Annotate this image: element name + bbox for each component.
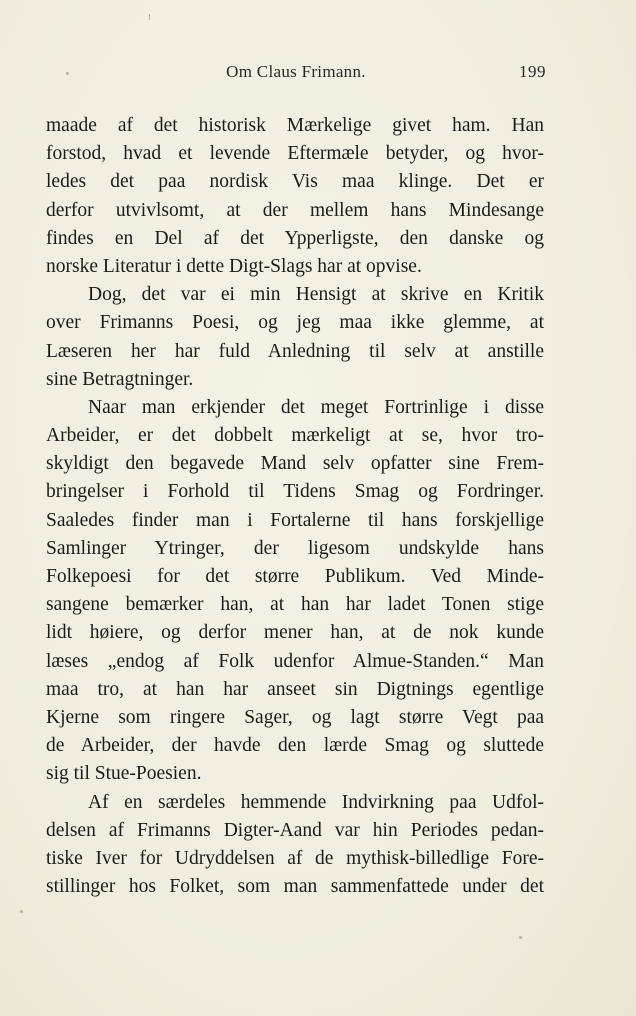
text-line: tiske Iver for Udryddelsen af de mythisk-billedlige Fore- <box>46 847 544 869</box>
text-line: maa tro, at han har anseet sin Digtnings egentlige <box>46 678 544 700</box>
paper-speck <box>66 72 69 75</box>
page-number: 199 <box>519 62 546 81</box>
text-line: Kjerne som ringere Sager, og lagt større Vegt paa <box>46 706 544 728</box>
text-line: ledes det paa nordisk Vis maa klinge. Det er <box>46 171 544 193</box>
text-line: Læseren her har fuld Anledning til selv at anstille <box>46 340 544 362</box>
text-line: over Frimanns Poesi, og jeg maa ikke glemme, at <box>46 312 544 334</box>
body-text <box>46 112 544 901</box>
text-line: sangene bemærker han, at han har ladet Tonen stige <box>46 594 544 616</box>
text-line: Saaledes finder man i Fortalerne til hans forskjellige <box>46 509 544 531</box>
text-line: forstod, hvad et levende Eftermæle betyder, og hvor- <box>46 143 544 165</box>
running-header <box>46 62 546 84</box>
text-line: sine Betragtninger. <box>46 368 194 390</box>
text-line: lidt høiere, og derfor mener han, at de nok kunde <box>46 622 544 644</box>
text-line: bringelser i Forhold til Tidens Smag og Fordringer. <box>46 481 544 503</box>
text-line: findes en Del af det Ypperligste, den danske og <box>46 227 544 249</box>
text-line: maade af det historisk Mærkelige givet ham. Han <box>46 115 544 136</box>
text-line: Samlinger Ytringer, der ligesom undskylde hans <box>46 537 544 559</box>
text-line: derfor utvivlsomt, at der mellem hans Mindesange <box>46 199 544 221</box>
text-line: Naar man erkjender det meget Fortrinlige i disse <box>88 396 544 418</box>
running-head-title: Om Claus Frimann. <box>226 62 366 81</box>
text-line: Af en særdeles hemmende Indvirkning paa Udfol- <box>88 791 544 813</box>
text-line: norske Literatur i dette Digt-Slags har at opvise. <box>46 255 422 277</box>
paper-speck <box>20 910 23 913</box>
text-line: Folkepoesi for det større Publikum. Ved Minde- <box>46 566 544 587</box>
paper-speck <box>519 936 522 939</box>
text-line: de Arbeider, der havde den lærde Smag og sluttede <box>46 735 544 757</box>
text-line: Arbeider, er det dobbelt mærkeligt at se, hvor tro- <box>46 425 544 447</box>
text-line: sig til Stue-Poesien. <box>46 763 202 785</box>
paper-speck <box>149 14 150 20</box>
text-line: delsen af Frimanns Digter-Aand var hin Periodes pedan- <box>46 819 544 841</box>
text-line: Dog, det var ei min Hensigt at skrive en Kritik <box>88 284 544 306</box>
text-line: læses „endog af Folk udenfor Almue-Standen.“ Man <box>46 650 544 672</box>
text-line: stillinger hos Folket, som man sammenfattede under det <box>46 876 544 898</box>
text-line: skyldigt den begavede Mand selv opfatter sine Frem- <box>46 453 544 475</box>
